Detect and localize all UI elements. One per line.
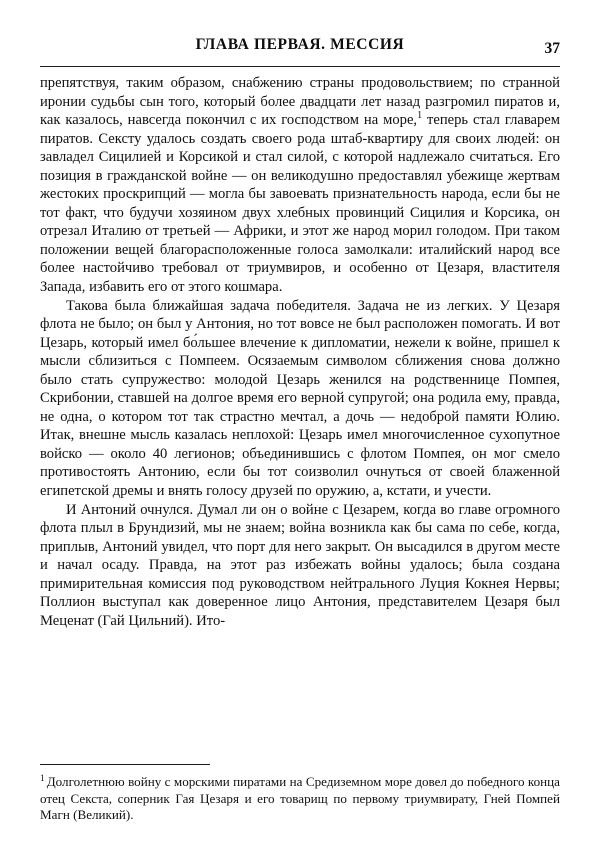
footnote-separator <box>40 764 210 765</box>
paragraph-2: Такова была ближайшая задача победителя. Задача не из легких. У Цезаря флота не было; он был у Антония, но тот вовсе не был расположен помогать. И вот Цезарь, который имел бо́льшее влечение к дипломатии, нежели к войне, пришел к мысли сблизиться с Помпеем. Осязаемым символом сближения снова должно было стать супружество: молодой Цезарь женился на родственнице Помпея, Скрибонии, ставшей на долгое время его верной супругой; она родила ему, правда, не одна, о котором тот так страстно мечтал, а дочь — недоброй памяти Юлию. Итак, внешне мысль казалась неплохой: Цезарь имел многочисленное сухопутное войско — около 40 легионов; объединившись с флотом Помпея, он мог смело противостоять Антонию, если бы тот соизволил очнуться от своей блаженной египетской дремы и внять голосу друзей по оружию, а, кстати, и учести. <box>40 297 560 500</box>
page-header <box>40 36 560 58</box>
footnote-block <box>40 774 560 824</box>
footnote-number: 1 <box>40 773 45 784</box>
footnote-text: Долголетнюю войну с морскими пиратами на Средиземном море довел до победного конца отец Секста, соперник Гая Цезаря и его товарищ по первому триумвирату, Гней Помпей Магн (Великий). <box>40 774 560 823</box>
header-rule <box>40 66 560 67</box>
body-text <box>40 74 560 630</box>
page-number: 37 <box>544 40 560 57</box>
running-title: ГЛАВА ПЕРВАЯ. МЕССИЯ <box>195 36 405 53</box>
paragraph-1 <box>40 74 560 297</box>
footnote-reference-1[interactable]: 1 <box>417 110 423 122</box>
paragraph-3: И Антоний очнулся. Думал ли он о войне с Цезарем, когда во главе огромного флота плыл в Брундизий, мы не знаем; война возникла как бы сама по себе, когда, приплыв, Антоний увидел, что порт для него закрыт. Он высадился в другом месте и начал осаду. Правда, на этот раз избежать войны удалось; была создана примирительная комиссия под руководством нейтрального Луция Кокнея Нервы; Поллион выступал как доверенное лицо Антония, представителем Цезаря был Меценат (Гай Цильний). Ито- <box>40 501 560 629</box>
footnote-1 <box>40 774 560 824</box>
paragraph-1-text-before-note: препятствуя, таким образом, снабжению страны продовольствием; по странной иронии судьбы сын того, который более двадцати лет назад разгромил пиратов и, как казалось, навсегда покончил с их господством на море, <box>40 75 560 129</box>
paragraph-1-text-after-note: теперь стал главарем пиратов. Сексту удалось создать своего рода штаб-квартиру для своих людей: он завладел Сицилией и Корсикой и стал силой, с которой надлежало считаться. Его позиция в гражданской войне — он великодушно предоставлял убежище жертвам жестоких проскрипций — могла бы завоевать признательность народа, если бы не тот факт, что будучи хозяином двух хлебных провинций Сицилия и Корсика, он отрезал Италию от третьей — Африки, и этот же народ морил голодом. При таком положении вещей благорасположенные голоса замолкали: италийский народ все более настойчиво требовал от триумвиров, и особенно от Цезаря, властителя Запада, избавить его от этого кошмара. <box>40 112 561 296</box>
